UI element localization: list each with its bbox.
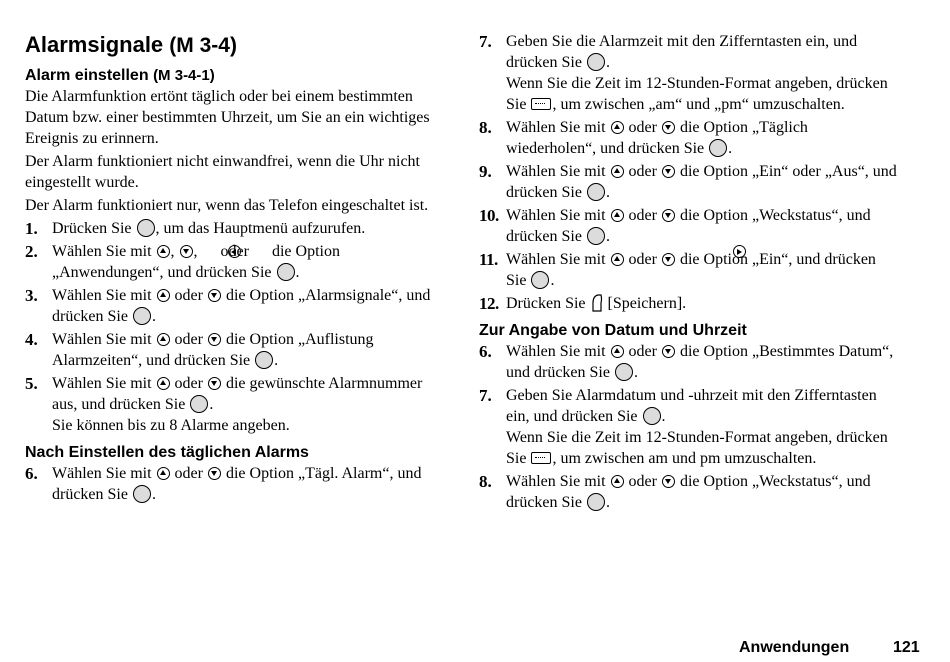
step-note: Sie können bis zu 8 Alarme angeben. <box>52 417 290 434</box>
footer-section-name: Anwendungen <box>739 639 850 656</box>
center-key-icon <box>587 53 605 71</box>
step-5: 5. Wählen Sie mit oder die gewünschte Alarmnummer aus, und drücken Sie . Sie können bis zu 8 Alarme angeben. <box>25 374 423 434</box>
section-heading-date-time: Zur Angabe von Datum und Uhrzeit <box>479 322 747 339</box>
nav-up-icon <box>611 253 624 266</box>
section-heading-alarm-einstellen: Alarm einstellen (M 3-4-1) <box>25 67 215 84</box>
section-heading-daily-alarm: Nach Einstellen des täglichen Alarms <box>25 444 309 461</box>
nav-up-icon <box>611 209 624 222</box>
step-2: 2. Wählen Sie mit , , oder die Option „Anwendungen“, und drücken Sie . <box>25 241 440 283</box>
nav-down-icon <box>180 245 193 258</box>
nav-down-icon <box>662 209 675 222</box>
nav-down-icon <box>662 165 675 178</box>
intro-paragraph: Der Alarm funktioniert nur, wenn das Telefon eingeschaltet ist. <box>25 197 429 214</box>
step-10: 10. Wählen Sie mit oder die Option „Weckstatus“, und drücken Sie . <box>479 206 871 245</box>
step-7-date: 7. Geben Sie Alarmdatum und -uhrzeit mit den Zifferntasten ein, und drücken Sie . Wenn Sie die Zeit im 12-Stunden-Format angeben, drücken Sie , um zwischen am und pm umzuschalten. <box>479 386 888 467</box>
intro-paragraph: Der Alarm funktioniert nicht einwandfrei, wenn die Uhr nicht eingestellt wurde. <box>25 153 420 191</box>
center-key-icon <box>255 351 273 369</box>
center-key-icon <box>137 219 155 237</box>
step-3: 3. Wählen Sie mit oder die Option „Alarmsignale“, und drücken Sie . <box>25 286 431 325</box>
step-1: 1. Drücken Sie , um das Hauptmenü aufzurufen. <box>25 219 366 238</box>
center-key-icon <box>587 227 605 245</box>
page-number: 121 <box>893 639 920 656</box>
center-key-icon <box>277 263 295 281</box>
page-title: Alarmsignale (M 3-4) <box>25 32 237 57</box>
nav-up-icon <box>157 377 170 390</box>
nav-up-icon <box>157 467 170 480</box>
nav-up-icon <box>611 345 624 358</box>
center-key-icon <box>531 271 549 289</box>
step-6-daily: 6. Wählen Sie mit oder die Option „Tägl. Alarm“, und drücken Sie . <box>25 464 422 503</box>
center-key-icon <box>643 407 661 425</box>
center-key-icon <box>709 139 727 157</box>
keypad-key-icon <box>531 452 551 464</box>
center-key-icon <box>615 363 633 381</box>
nav-left-icon <box>228 245 241 258</box>
nav-up-icon <box>611 165 624 178</box>
right-column <box>479 31 899 515</box>
nav-down-icon <box>662 345 675 358</box>
nav-up-icon <box>611 475 624 488</box>
left-softkey-icon <box>591 294 603 312</box>
nav-up-icon <box>157 245 170 258</box>
step-11: 11. Wählen Sie mit oder die Option „Ein“, und drücken Sie . <box>479 250 876 289</box>
step-4: 4. Wählen Sie mit oder die Option „Auflistung Alarmzeiten“, und drücken Sie . <box>25 330 374 369</box>
nav-down-icon <box>662 121 675 134</box>
step-9: 9. Wählen Sie mit oder die Option „Ein“ oder „Aus“, und drücken Sie . <box>479 162 897 201</box>
center-key-icon <box>133 307 151 325</box>
center-key-icon <box>587 183 605 201</box>
nav-down-icon <box>662 475 675 488</box>
nav-down-icon <box>208 377 221 390</box>
step-7: 7. Geben Sie die Alarmzeit mit den Zifferntasten ein, und drücken Sie . Wenn Sie die Zeit im 12-Stunden-Format angeben, drücken Sie , um zwischen „am“ und „pm“ umzuschalten. <box>479 32 888 113</box>
nav-up-icon <box>157 289 170 302</box>
nav-down-icon <box>208 289 221 302</box>
center-key-icon <box>587 493 605 511</box>
step-8-date: 8. Wählen Sie mit oder die Option „Weckstatus“, und drücken Sie . <box>479 472 871 511</box>
center-key-icon <box>190 395 208 413</box>
left-column <box>25 28 440 507</box>
center-key-icon <box>133 485 151 503</box>
nav-up-icon <box>157 333 170 346</box>
keypad-key-icon <box>531 98 551 110</box>
step-8: 8. Wählen Sie mit oder die Option „Täglich wiederholen“, und drücken Sie . <box>479 118 808 157</box>
nav-down-icon <box>208 333 221 346</box>
step-6-date: 6. Wählen Sie mit oder die Option „Bestimmtes Datum“, und drücken Sie . <box>479 342 894 381</box>
step-12: 12. Drücken Sie [Speichern]. <box>479 294 687 313</box>
intro-paragraph: Die Alarmfunktion ertönt täglich oder bei einem bestimmten Datum bzw. einer bestimmten Uhrzeit, um Sie an ein wichtiges Ereignis zu erinnern. <box>25 88 430 147</box>
nav-up-icon <box>611 121 624 134</box>
nav-down-icon <box>208 467 221 480</box>
nav-down-icon <box>662 253 675 266</box>
